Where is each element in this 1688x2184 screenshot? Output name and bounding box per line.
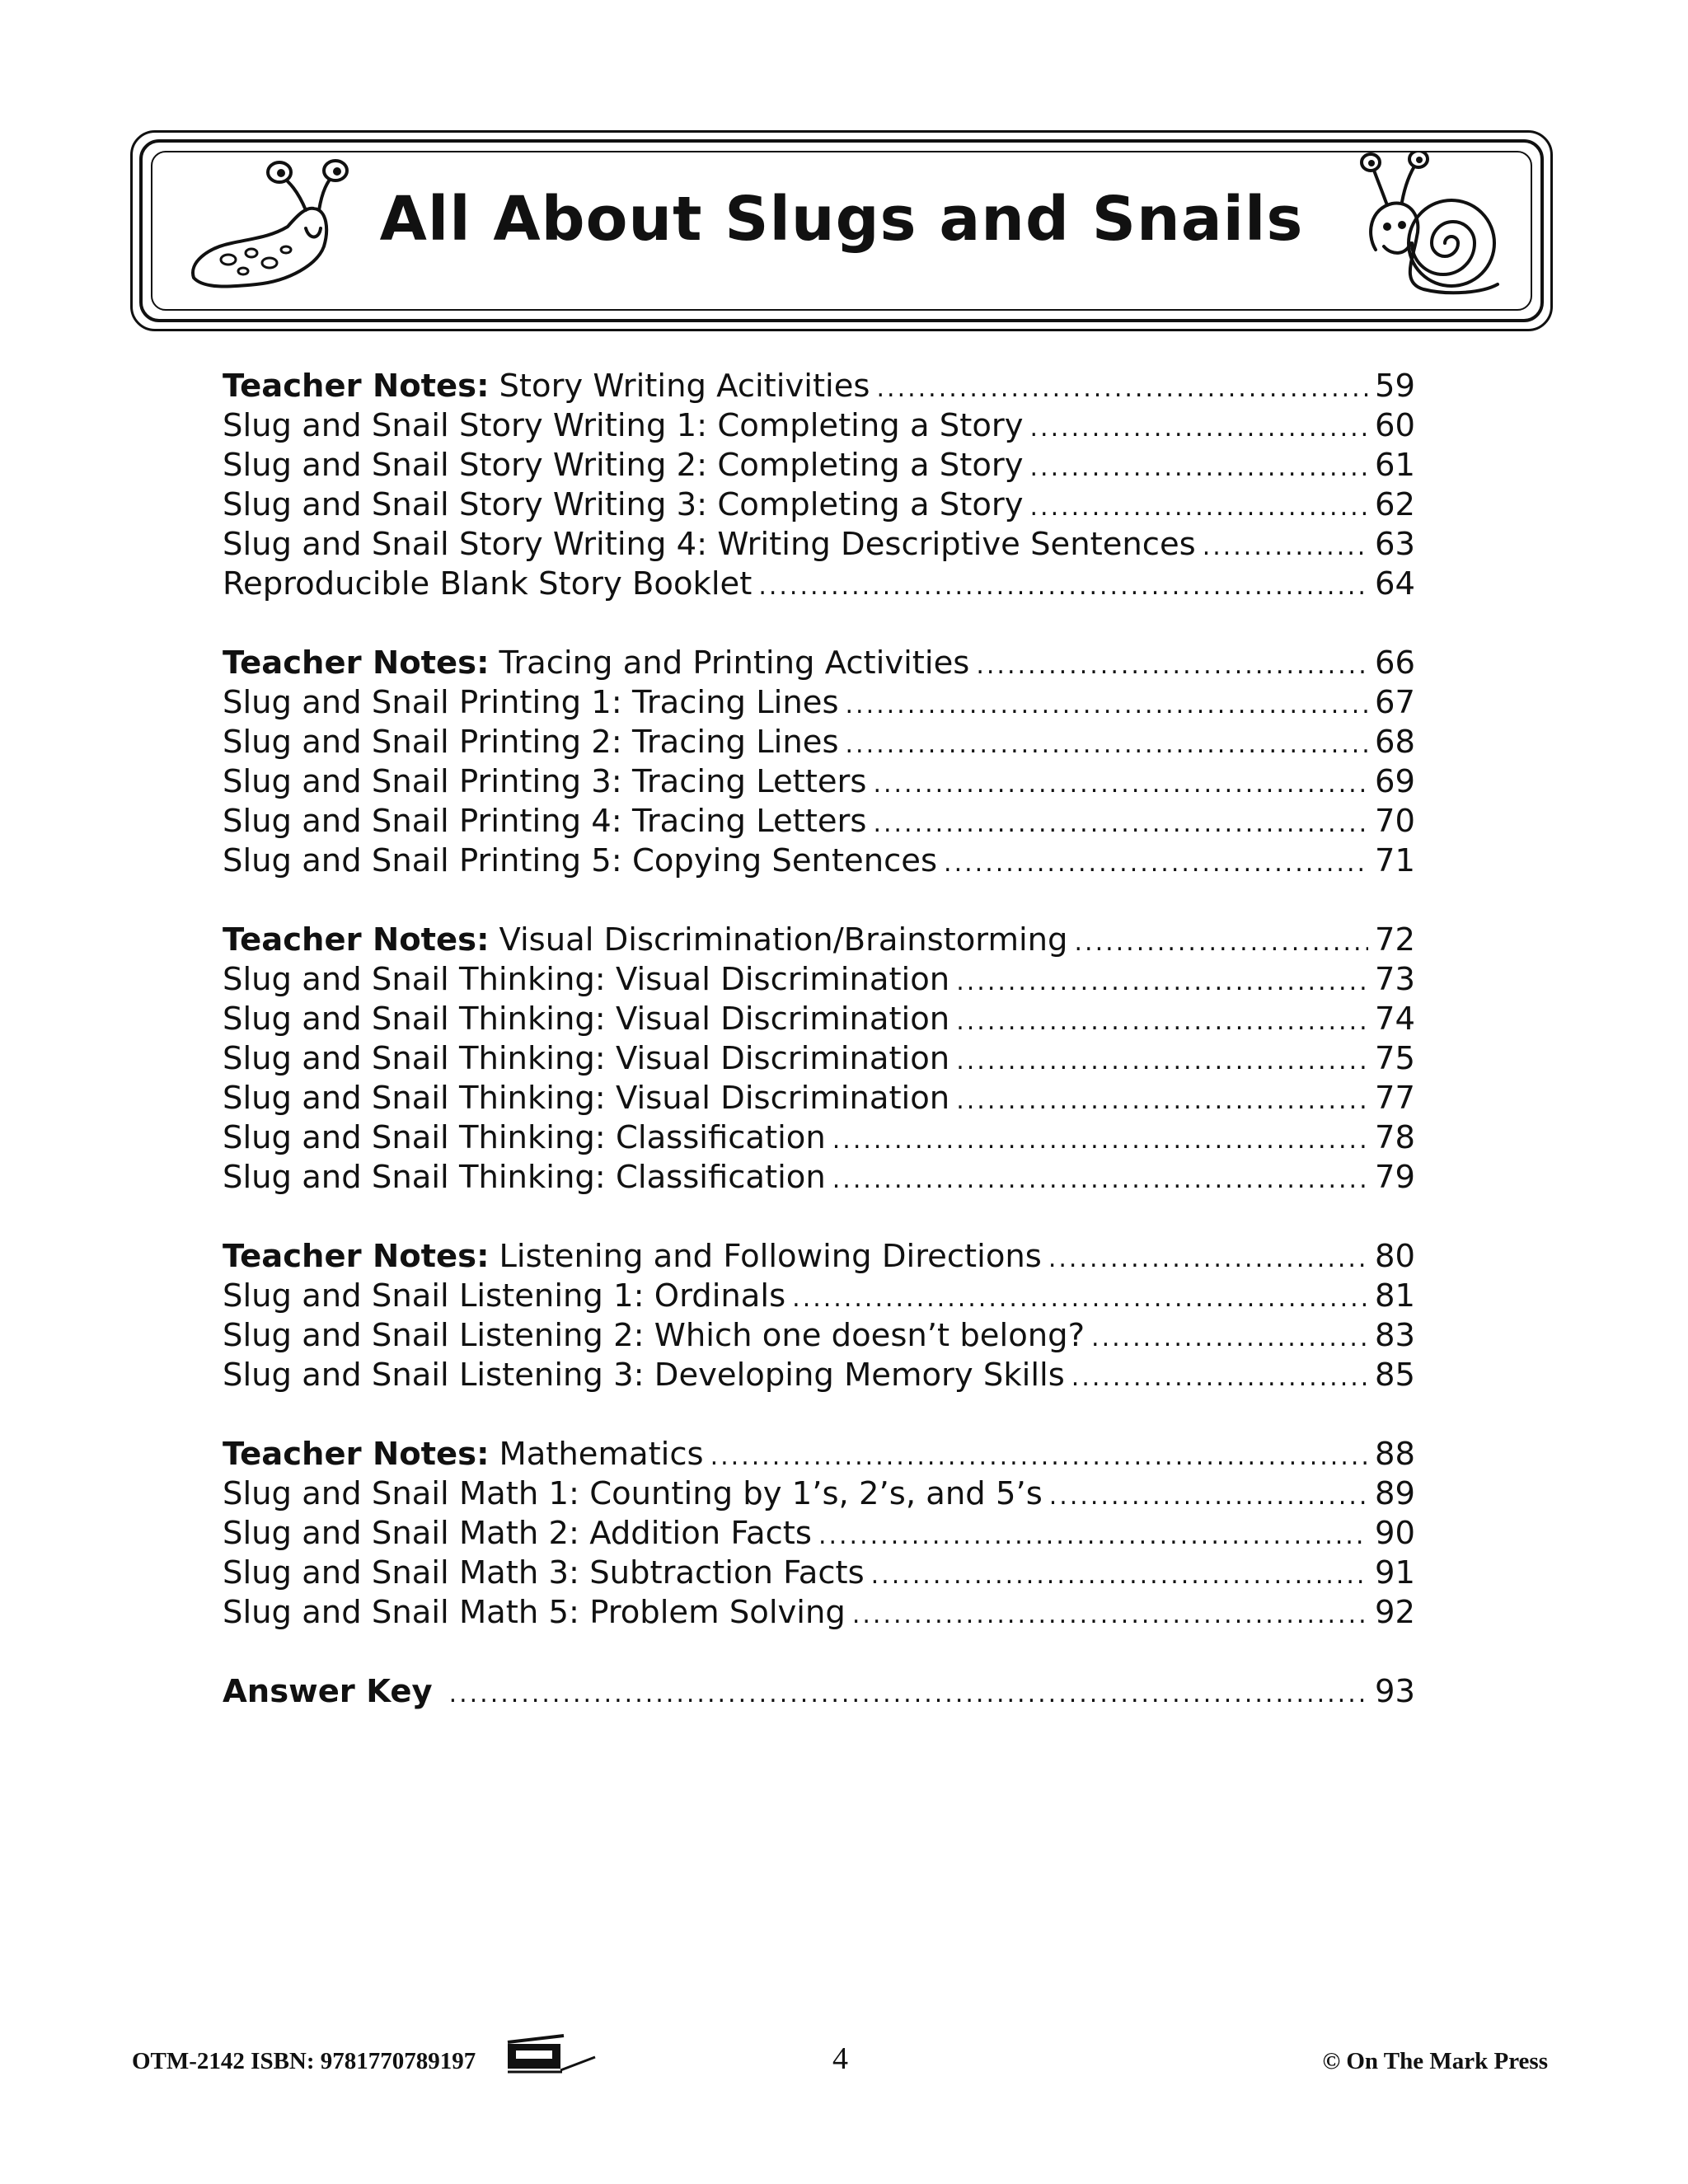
toc-entry	[223, 1000, 1415, 1039]
toc-entry	[223, 802, 1415, 841]
toc-entry	[223, 683, 1415, 723]
title-banner	[130, 130, 1553, 331]
toc-entry	[223, 1356, 1415, 1395]
toc-entry	[223, 1039, 1415, 1079]
toc-page-number: 61	[1375, 447, 1415, 484]
dot-leader	[956, 1002, 1368, 1042]
dot-leader	[832, 1121, 1368, 1160]
toc-entry-text: Slug and Snail Listening 2: Which one doesn’t belong?	[223, 1317, 1085, 1354]
dot-leader	[449, 1675, 1368, 1714]
toc-heading-text: Story Writing Acitivities	[499, 368, 870, 405]
toc-page-number: 85	[1375, 1357, 1415, 1394]
toc-page-number: 81	[1375, 1277, 1415, 1315]
toc-entry-text: Slug and Snail Printing 5: Copying Sentences	[223, 842, 938, 879]
toc-entry-text: Slug and Snail Math 2: Addition Facts	[223, 1515, 812, 1552]
toc-page-number: 89	[1375, 1475, 1415, 1512]
toc-page-number: 75	[1375, 1040, 1415, 1077]
toc-entry-text: Slug and Snail Thinking: Classification	[223, 1159, 826, 1196]
toc-entry	[223, 1277, 1415, 1316]
toc-entry	[223, 1079, 1415, 1118]
dot-leader	[1049, 1477, 1368, 1516]
toc-heading-text: Listening and Following Directions	[499, 1238, 1042, 1275]
dot-leader	[846, 725, 1369, 765]
dot-leader	[846, 686, 1369, 725]
dot-leader	[976, 646, 1368, 686]
dot-leader	[956, 1042, 1368, 1081]
page-title: All About Slugs and Snails	[379, 184, 1304, 255]
footer-isbn: OTM-2142 ISBN: 9781770789197	[132, 2048, 476, 2074]
toc-heading-text: Mathematics	[499, 1436, 704, 1473]
toc-heading	[223, 1672, 1415, 1712]
dot-leader	[832, 1160, 1368, 1200]
toc-heading-text: Tracing and Printing Activities	[499, 644, 970, 682]
dot-leader	[1203, 527, 1368, 567]
toc-page-number: 88	[1375, 1436, 1415, 1473]
dot-leader	[710, 1437, 1368, 1477]
toc-entry	[223, 485, 1415, 525]
toc-heading	[223, 1237, 1415, 1277]
dot-leader	[873, 804, 1368, 844]
toc-entry-text: Slug and Snail Printing 4: Tracing Letters	[223, 803, 867, 840]
dot-leader	[871, 1556, 1368, 1596]
toc-page-number: 92	[1375, 1594, 1415, 1631]
toc-page-number: 80	[1375, 1238, 1415, 1275]
page-number: 4	[832, 2041, 848, 2076]
toc-page-number: 73	[1375, 961, 1415, 998]
dot-leader	[818, 1516, 1368, 1556]
toc-section-answer-key	[223, 1672, 1415, 1712]
toc-entry	[223, 1554, 1415, 1593]
dot-leader	[852, 1596, 1368, 1635]
toc-heading	[223, 644, 1415, 683]
snail-illustration	[1359, 151, 1507, 307]
toc-entry-text: Slug and Snail Thinking: Visual Discrimination	[223, 1080, 950, 1117]
toc-page-number: 74	[1375, 1001, 1415, 1038]
toc-entry-text: Slug and Snail Listening 1: Ordinals	[223, 1277, 786, 1315]
toc-heading-label: Teacher Notes:	[223, 921, 490, 958]
toc-page-number: 62	[1375, 486, 1415, 523]
toc-entry-text: Slug and Snail Math 5: Problem Solving	[223, 1594, 846, 1631]
dot-leader	[944, 844, 1368, 883]
toc-entry	[223, 762, 1415, 802]
toc-page-number: 70	[1375, 803, 1415, 840]
toc-page-number: 60	[1375, 407, 1415, 444]
toc-page-number: 78	[1375, 1119, 1415, 1156]
toc-entry-text: Slug and Snail Listening 3: Developing Memory Skills	[223, 1357, 1065, 1394]
toc-page-number: 72	[1375, 921, 1415, 958]
toc-entry	[223, 1474, 1415, 1514]
toc-entry-text: Slug and Snail Math 3: Subtraction Facts	[223, 1554, 865, 1591]
toc-entry-text: Reproducible Blank Story Booklet	[223, 565, 753, 602]
dot-leader	[792, 1279, 1368, 1319]
dot-leader	[877, 369, 1369, 409]
toc-page-number: 93	[1375, 1673, 1415, 1710]
footer-copyright: © On The Mark Press	[1322, 2048, 1548, 2074]
toc-page-number: 66	[1375, 644, 1415, 682]
toc-page-number: 68	[1375, 724, 1415, 761]
dot-leader	[956, 963, 1368, 1002]
toc-page-number: 79	[1375, 1159, 1415, 1196]
toc-heading	[223, 367, 1415, 406]
toc-page-number: 67	[1375, 684, 1415, 721]
toc-page-number: 77	[1375, 1080, 1415, 1117]
toc-heading-label: Answer Key	[223, 1673, 433, 1710]
dot-leader	[1030, 409, 1369, 448]
toc-entry	[223, 406, 1415, 446]
toc-entry-text: Slug and Snail Thinking: Visual Discrimination	[223, 1040, 950, 1077]
toc-entry	[223, 723, 1415, 762]
toc-entry	[223, 446, 1415, 485]
toc-heading	[223, 921, 1415, 960]
toc-page-number: 71	[1375, 842, 1415, 879]
toc-entry-text: Slug and Snail Printing 3: Tracing Letters	[223, 763, 867, 800]
toc-entry-text: Slug and Snail Printing 1: Tracing Lines	[223, 684, 839, 721]
toc-entry-text: Slug and Snail Printing 2: Tracing Lines	[223, 724, 839, 761]
toc-heading-text: Visual Discrimination/Brainstorming	[499, 921, 1068, 958]
dot-leader	[1071, 1358, 1368, 1398]
dot-leader	[956, 1081, 1368, 1121]
toc-section-story-writing	[223, 367, 1415, 604]
toc-entry	[223, 1158, 1415, 1197]
toc-entry	[223, 565, 1415, 604]
toc-page-number: 91	[1375, 1554, 1415, 1591]
toc-entry	[223, 525, 1415, 565]
publisher-logo-icon	[504, 2034, 603, 2077]
toc-entry-text: Slug and Snail Story Writing 2: Completing a Story	[223, 447, 1024, 484]
toc-heading-label: Teacher Notes:	[223, 368, 490, 405]
toc-entry	[223, 1514, 1415, 1554]
toc-entry	[223, 960, 1415, 1000]
toc-section-listening	[223, 1237, 1415, 1395]
toc-page-number: 64	[1375, 565, 1415, 602]
dot-leader	[758, 567, 1368, 607]
toc-entry	[223, 1316, 1415, 1356]
toc-section-printing	[223, 644, 1415, 881]
toc-page-number: 83	[1375, 1317, 1415, 1354]
dot-leader	[1091, 1319, 1368, 1358]
toc-heading-label: Teacher Notes:	[223, 1238, 490, 1275]
toc-section-thinking	[223, 921, 1415, 1197]
toc-heading	[223, 1435, 1415, 1474]
dot-leader	[1030, 488, 1369, 527]
table-of-contents	[223, 367, 1415, 1751]
toc-entry	[223, 841, 1415, 881]
toc-entry-text: Slug and Snail Thinking: Visual Discrimination	[223, 961, 950, 998]
toc-entry-text: Slug and Snail Story Writing 3: Completing a Story	[223, 486, 1024, 523]
dot-leader	[1075, 923, 1369, 963]
dot-leader	[1030, 448, 1369, 488]
toc-entry-text: Slug and Snail Thinking: Classification	[223, 1119, 826, 1156]
toc-entry-text: Slug and Snail Story Writing 4: Writing Descriptive Sentences	[223, 526, 1196, 563]
toc-entry	[223, 1593, 1415, 1633]
dot-leader	[1048, 1240, 1368, 1279]
toc-page-number: 69	[1375, 763, 1415, 800]
toc-page-number: 63	[1375, 526, 1415, 563]
toc-entry-text: Slug and Snail Thinking: Visual Discrimination	[223, 1001, 950, 1038]
toc-entry	[223, 1118, 1415, 1158]
toc-heading-label: Teacher Notes:	[223, 644, 490, 682]
dot-leader	[873, 765, 1368, 804]
toc-heading-label: Teacher Notes:	[223, 1436, 490, 1473]
toc-page-number: 90	[1375, 1515, 1415, 1552]
toc-entry-text: Slug and Snail Story Writing 1: Completing a Story	[223, 407, 1024, 444]
toc-page-number: 59	[1375, 368, 1415, 405]
toc-section-mathematics	[223, 1435, 1415, 1633]
toc-entry-text: Slug and Snail Math 1: Counting by 1’s, 2’s, and 5’s	[223, 1475, 1043, 1512]
